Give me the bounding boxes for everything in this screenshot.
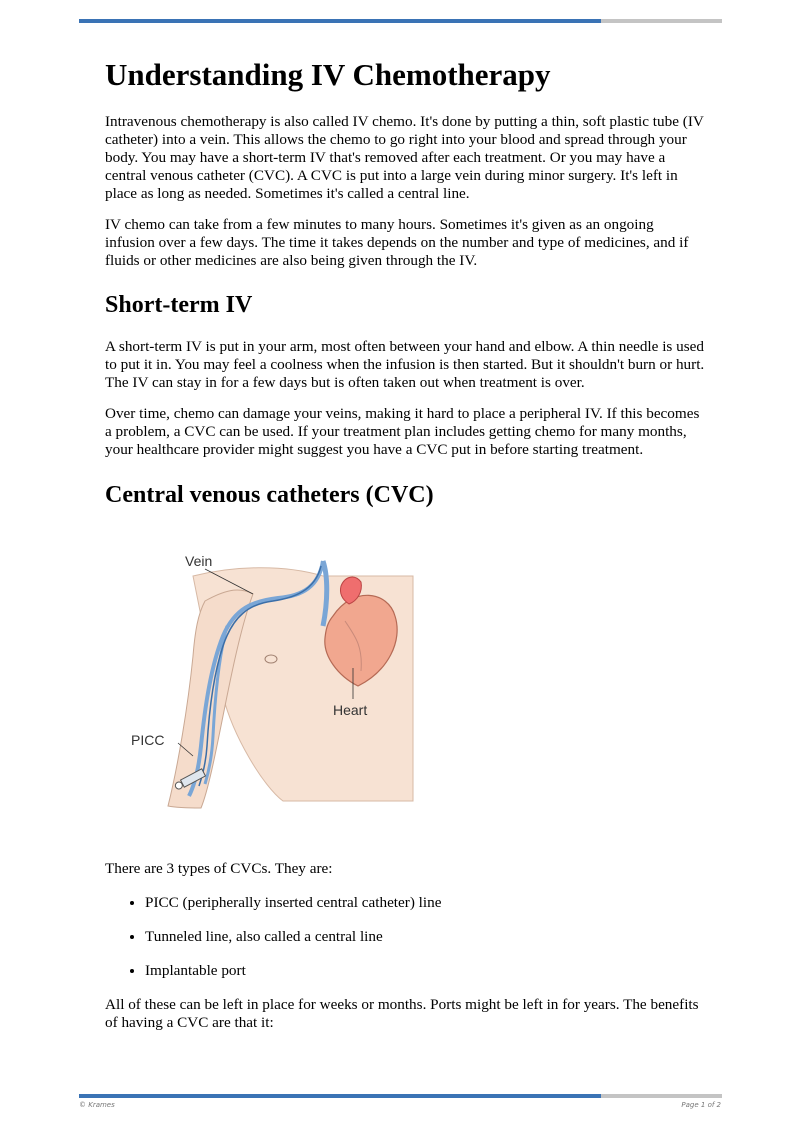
short-term-paragraph-1: A short-term IV is put in your arm, most often between your hand and elbow. A thin needle is used to put it in. You may feel a coolness when the infusion is then started. But it shouldn't burn or hurt. The IV can stay in for a few days but is often taken out when treatment is over. xyxy=(105,338,705,391)
header-rule xyxy=(79,19,722,23)
short-term-paragraph-2: Over time, chemo can damage your veins, making it hard to place a peripheral IV. If this becomes a problem, a CVC can be used. If your treatment plan includes getting chemo for many months, your healthcare provider might suggest you have a CVC put in before starting treatment. xyxy=(105,405,700,458)
vein-label: Vein xyxy=(185,553,213,569)
intro-paragraph-1: Intravenous chemotherapy is also called IV chemo. It's done by putting a thin, soft plastic tube (IV catheter) into a vein. This allows the chemo to go right into your blood and spread through your body. You may have a short-term IV that's removed after each treatment. Or you may have a central venous catheter (CVC). A CVC is put into a large vein during minor surgery. It's left in place as long as needed. Sometimes it's called a central line. xyxy=(105,113,704,202)
short-term-heading: Short-term IV xyxy=(105,292,253,318)
document-body xyxy=(105,56,705,1032)
cvc-illustration xyxy=(123,546,423,846)
list-item: • Implantable port xyxy=(145,962,705,980)
footer-rule-accent xyxy=(79,1094,601,1098)
footer-copyright: © Krames xyxy=(79,1101,115,1109)
arm-heart-diagram xyxy=(123,546,423,846)
footer-page-number: Page 1 of 2 xyxy=(681,1101,721,1109)
intro-paragraph-2: IV chemo can take from a few minutes to many hours. Sometimes it's given as an ongoing infusion over a few days. The time it takes depends on the number and type of medicines, and if fluids or other medicines are also being given through the IV. xyxy=(105,216,689,269)
list-item: • Tunneled line, also called a central line xyxy=(145,928,705,946)
cvc-heading: Central venous catheters (CVC) xyxy=(105,482,434,508)
cvc-types-list xyxy=(105,894,705,980)
cvc-tail-paragraph: All of these can be left in place for weeks or months. Ports might be left in for years. The benefits of having a CVC are that it: xyxy=(105,996,699,1031)
page-title: Understanding IV Chemotherapy xyxy=(105,57,551,92)
cvc-intro: There are 3 types of CVCs. They are: xyxy=(105,860,333,877)
header-rule-accent xyxy=(79,19,601,23)
footer-rule xyxy=(79,1094,722,1098)
list-item: • PICC (peripherally inserted central catheter) line xyxy=(145,894,705,912)
heart-label: Heart xyxy=(333,702,368,718)
picc-label: PICC xyxy=(131,732,165,748)
